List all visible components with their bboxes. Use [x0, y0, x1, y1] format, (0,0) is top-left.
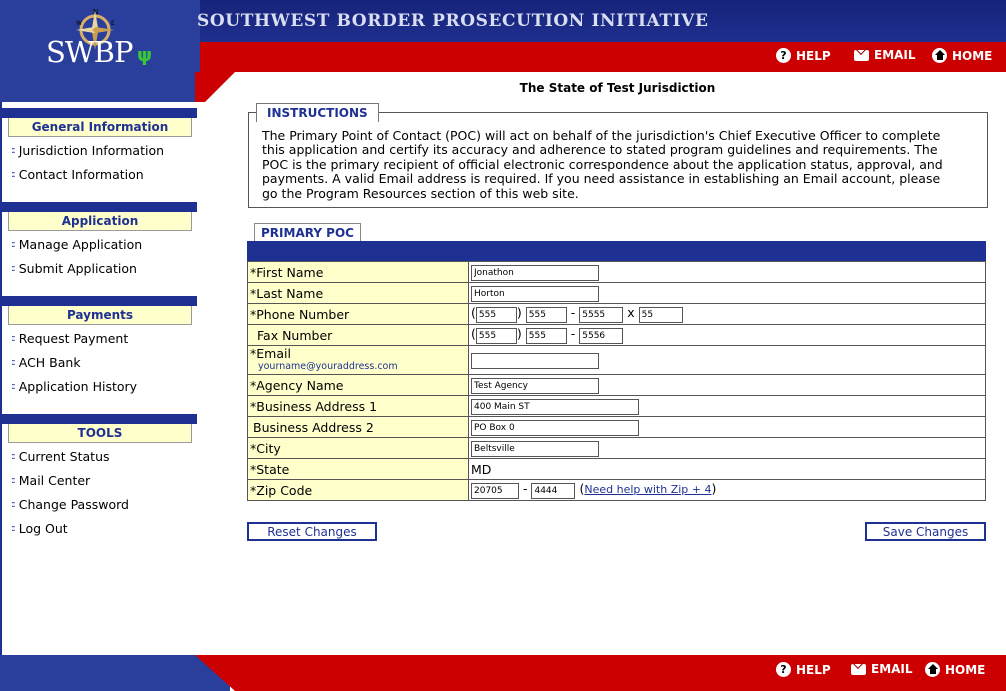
zip-help-link[interactable]: Need help with Zip + 4 — [584, 483, 712, 496]
state-value: MD — [469, 459, 986, 480]
fax-area-input[interactable] — [476, 328, 517, 344]
form-row-agency — [248, 375, 986, 396]
home-link[interactable] — [932, 48, 992, 63]
form-row-email — [248, 346, 986, 375]
address1-input[interactable] — [471, 399, 639, 415]
city-input[interactable] — [471, 441, 599, 457]
email-label: *Email — [250, 346, 291, 361]
last-name-label: *Last Name — [248, 283, 469, 304]
cactus-icon: ψ — [137, 44, 153, 66]
bullet-icon: :: — [11, 450, 14, 462]
bullet-icon: :: — [11, 238, 14, 250]
sidebar-item-mail-center[interactable]: :: Mail Center — [11, 473, 91, 488]
phone-prefix-input[interactable] — [526, 307, 567, 323]
bullet-icon: :: — [11, 498, 14, 510]
footer-help-label: HELP — [796, 662, 831, 677]
help-label: HELP — [796, 48, 831, 63]
first-name-label: *First Name — [248, 262, 469, 283]
last-name-input[interactable] — [471, 286, 599, 302]
phone-label: *Phone Number — [248, 304, 469, 325]
form-row-phone — [248, 304, 986, 325]
sidebar-item-current-status[interactable]: :: Current Status — [11, 449, 110, 464]
phone-line-input[interactable] — [579, 307, 623, 323]
sidebar-section-bar — [0, 296, 197, 306]
city-label: *City — [248, 438, 469, 459]
form-row-first-name — [248, 262, 986, 283]
poc-form-table — [247, 261, 986, 501]
form-row-address1 — [248, 396, 986, 417]
footer-email-label: EMAIL — [871, 662, 913, 676]
sidebar-section-bar — [0, 108, 197, 118]
bullet-icon: :: — [11, 262, 14, 274]
fax-prefix-input[interactable] — [526, 328, 567, 344]
paren-close: ) — [516, 326, 522, 341]
reset-changes-button[interactable]: Reset Changes — [247, 522, 377, 541]
address2-label: Business Address 2 — [248, 417, 469, 438]
compass-n-label: N — [93, 8, 99, 16]
primary-poc-tab: PRIMARY POC — [254, 223, 361, 242]
address2-input[interactable] — [471, 420, 639, 436]
email-label: EMAIL — [874, 48, 916, 62]
sidebar-item-contact-information[interactable]: :: Contact Information — [11, 167, 144, 182]
header-red-wedge — [195, 72, 235, 102]
home-icon — [932, 48, 947, 63]
sidebar-heading-tools: TOOLS — [8, 424, 192, 443]
help-link[interactable] — [776, 48, 831, 63]
zip4-input[interactable] — [531, 483, 575, 499]
form-row-state — [248, 459, 986, 480]
email-hint: yourname@youraddress.com — [258, 361, 398, 372]
form-row-zip — [248, 480, 986, 501]
logo-text: SWBP — [46, 35, 133, 69]
paren-open: ( — [471, 305, 476, 320]
footer-home-link[interactable] — [925, 662, 985, 677]
sidebar-section-bar — [0, 414, 197, 424]
sidebar-heading-application: Application — [8, 212, 192, 231]
left-border — [0, 102, 2, 655]
envelope-icon — [851, 664, 866, 675]
zip-label: *Zip Code — [248, 480, 469, 501]
page-title: The State of Test Jurisdiction — [519, 81, 716, 95]
address1-label: *Business Address 1 — [248, 396, 469, 417]
save-changes-button[interactable]: Save Changes — [865, 522, 986, 541]
state-label: *State — [248, 459, 469, 480]
sidebar-item-log-out[interactable]: :: Log Out — [11, 521, 68, 536]
first-name-input[interactable] — [471, 265, 599, 281]
extension-sep: x — [627, 305, 635, 320]
bullet-icon: :: — [11, 474, 14, 486]
footer-blue-band — [0, 655, 230, 691]
bullet-icon: :: — [11, 144, 14, 156]
instructions-text: The Primary Point of Contact (POC) will act on behalf of the jurisdiction's Chief Executive Officer to complete this application and certify its accuracy and adherence to stated program guidelines and requirements. The POC is the primary recipient of official electronic correspondence about the application status, approval, and payments. A valid Email address is required. If you need assistance in establishing an Email account, please go the Program Resources section of this web site. — [262, 128, 943, 201]
instructions-tab: INSTRUCTIONS — [256, 103, 379, 122]
sidebar-item-request-payment[interactable]: :: Request Payment — [11, 331, 129, 346]
form-row-fax — [248, 325, 986, 346]
sidebar-item-submit-application[interactable]: :: Submit Application — [11, 261, 137, 276]
zip5-input[interactable] — [471, 483, 519, 499]
sidebar-item-manage-application[interactable]: :: Manage Application — [11, 237, 143, 252]
footer-home-label: HOME — [945, 662, 986, 677]
agency-input[interactable] — [471, 378, 599, 394]
sidebar-section-bar — [0, 202, 197, 212]
sidebar-item-ach-bank[interactable]: :: ACH Bank — [11, 355, 81, 370]
bullet-icon: :: — [11, 380, 14, 392]
bullet-icon: :: — [11, 356, 14, 368]
form-row-last-name — [248, 283, 986, 304]
compass-e-label: E — [111, 20, 115, 27]
paren-close: ) — [516, 305, 522, 320]
footer-email-link[interactable] — [851, 662, 913, 676]
form-row-address2 — [248, 417, 986, 438]
sidebar-item-application-history[interactable]: :: Application History — [11, 379, 138, 394]
help-icon: ? — [776, 48, 791, 63]
footer-help-link[interactable] — [776, 662, 831, 677]
dash: - — [570, 326, 576, 341]
site-title: SOUTHWEST BORDER PROSECUTION INITIATIVE — [197, 11, 709, 31]
bullet-icon: :: — [11, 168, 14, 180]
fax-line-input[interactable] — [579, 328, 623, 344]
email-link[interactable] — [854, 48, 916, 62]
help-icon: ? — [776, 662, 791, 677]
bullet-icon: :: — [11, 522, 14, 534]
sidebar-heading-payments: Payments — [8, 306, 192, 325]
form-row-city — [248, 438, 986, 459]
paren-close: ) — [711, 481, 717, 496]
email-input[interactable] — [471, 353, 599, 369]
bullet-icon: :: — [11, 332, 14, 344]
agency-label: *Agency Name — [248, 375, 469, 396]
phone-area-input[interactable] — [476, 307, 517, 323]
paren-open: ( — [471, 326, 476, 341]
dash: - — [522, 481, 528, 496]
paren-open: ( — [579, 481, 585, 496]
sidebar-heading-general: General Information — [8, 118, 192, 137]
sidebar-item-jurisdiction-information[interactable]: :: Jurisdiction Information — [11, 143, 165, 158]
sidebar-item-change-password[interactable]: :: Change Password — [11, 497, 129, 512]
home-icon — [925, 662, 940, 677]
compass-w-label: W — [76, 20, 82, 27]
envelope-icon — [854, 50, 869, 61]
home-label: HOME — [952, 48, 993, 63]
phone-ext-input[interactable] — [639, 307, 683, 323]
primary-poc-header-bar — [247, 241, 986, 261]
fax-label: Fax Number — [248, 325, 469, 346]
dash: - — [570, 305, 576, 320]
